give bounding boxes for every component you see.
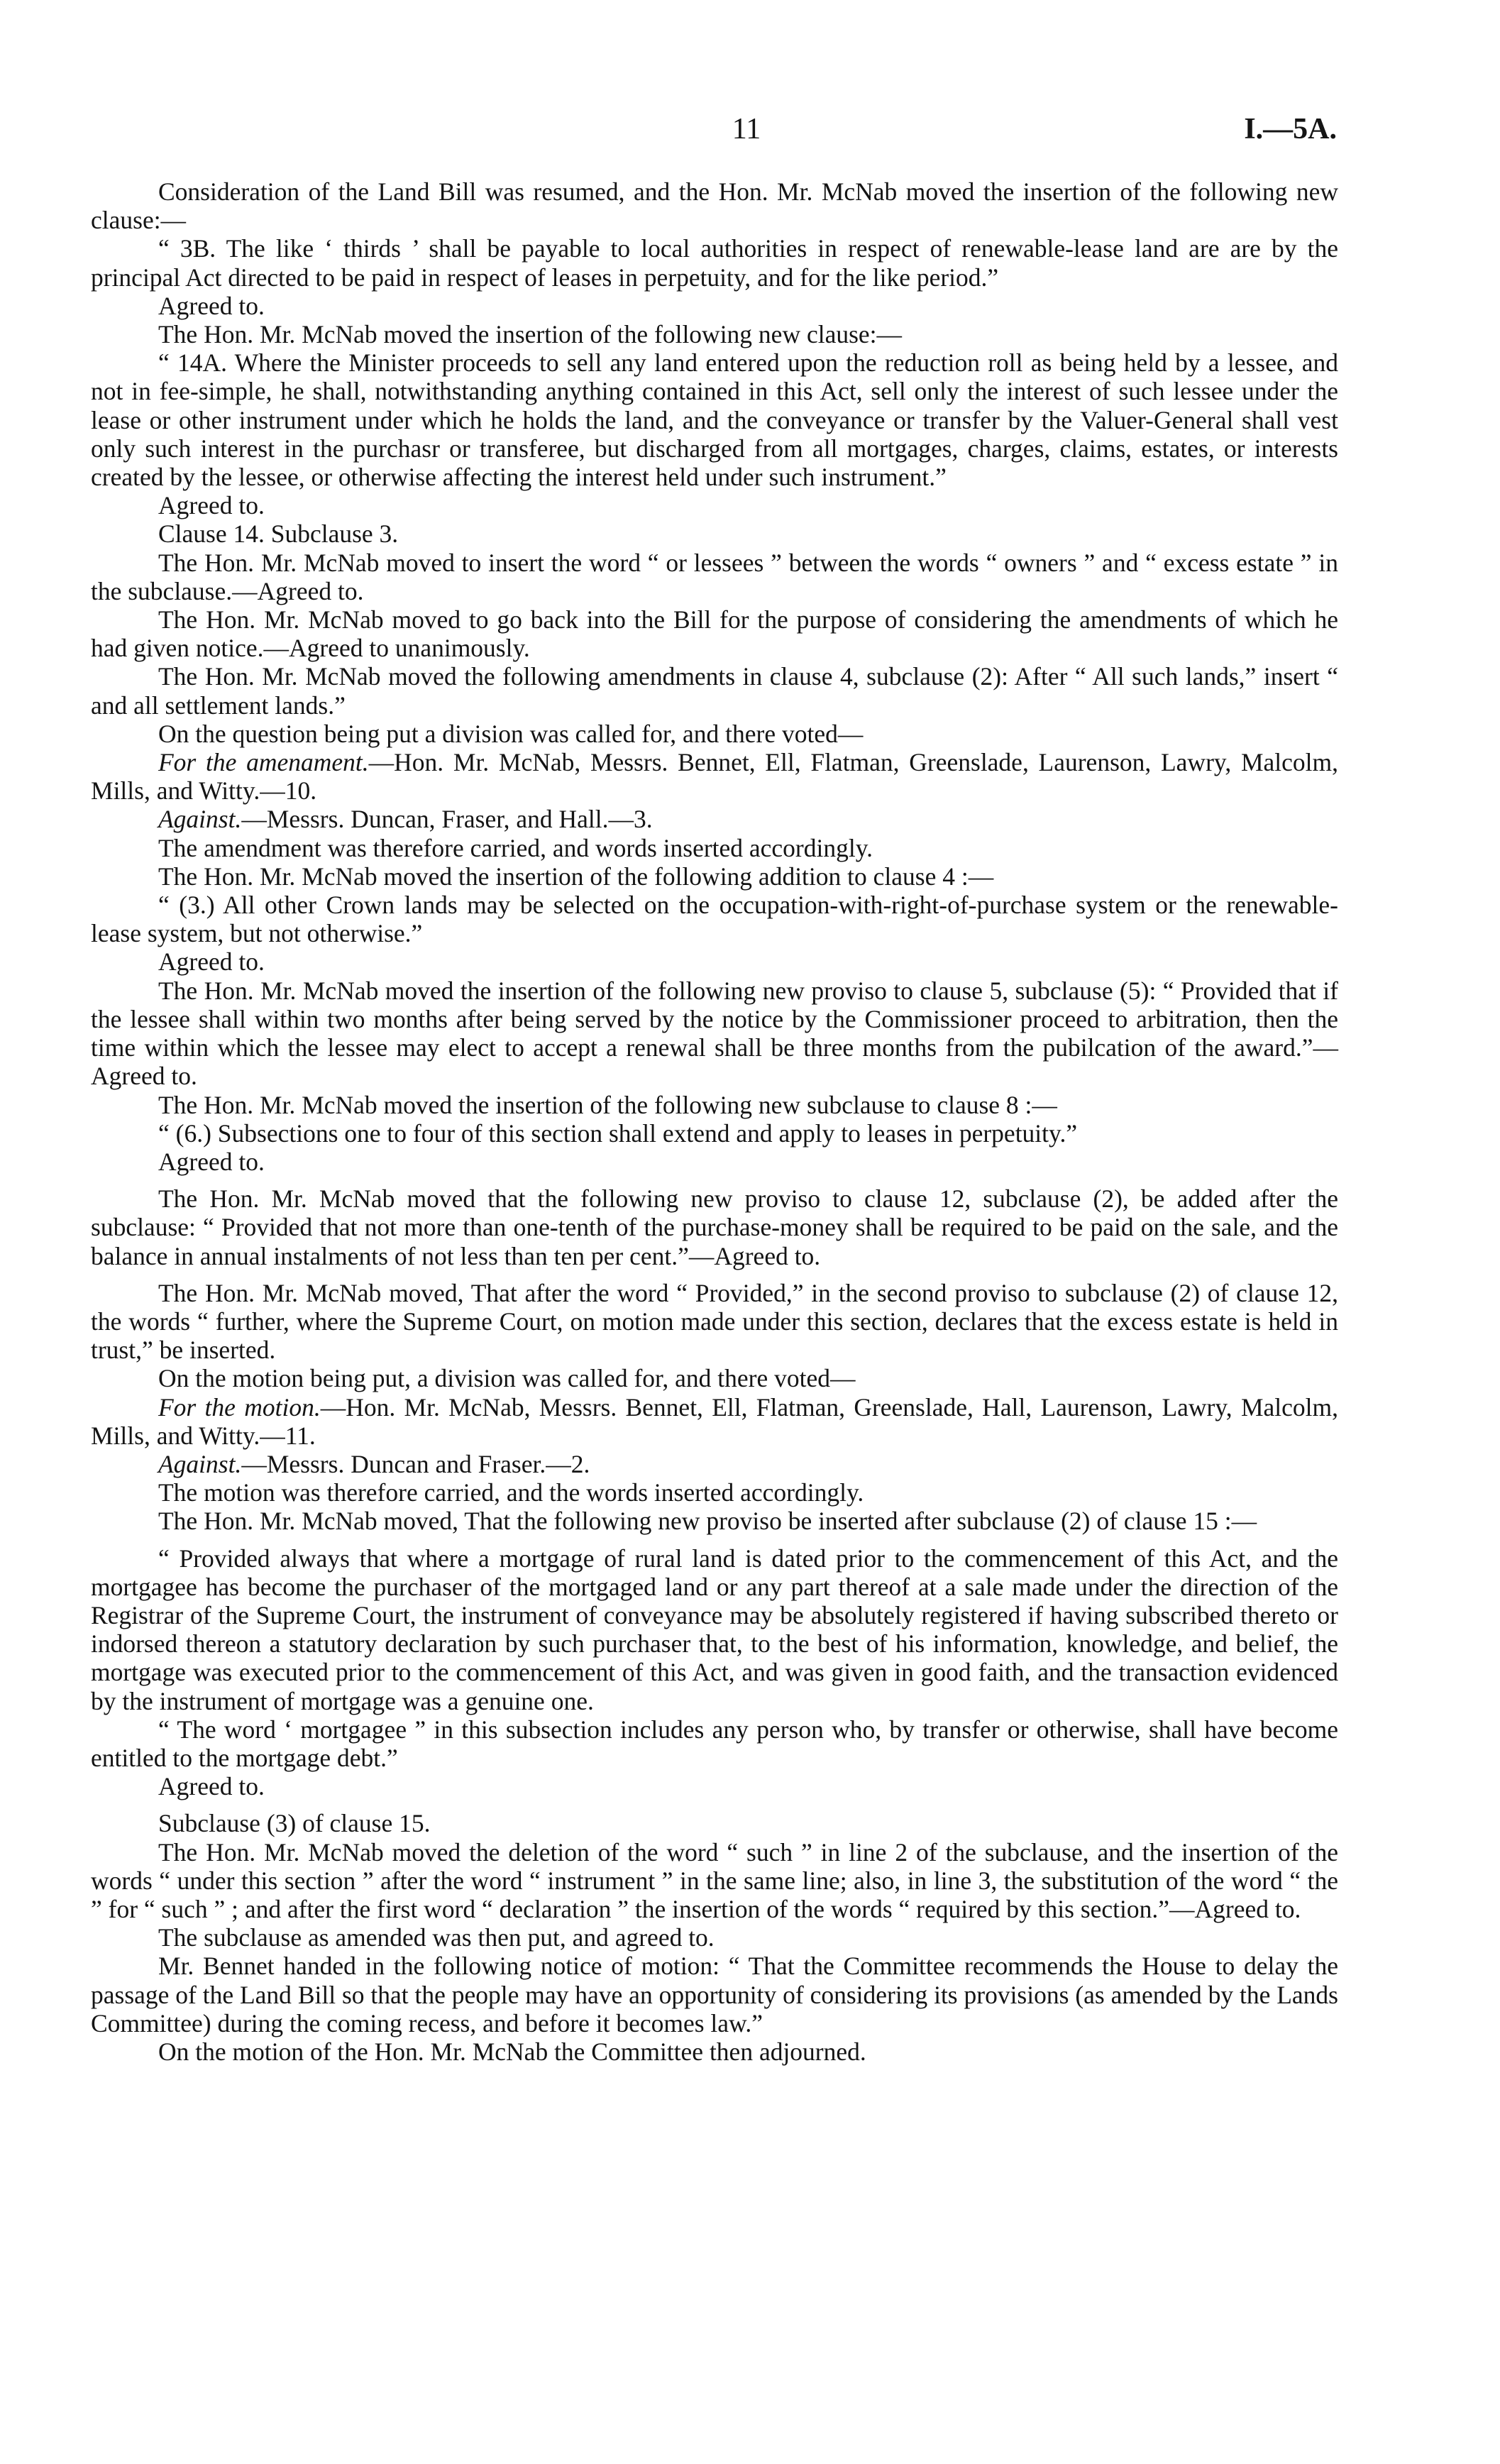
- paragraph: The Hon. Mr. McNab moved, That after the word “ Provided,” in the second proviso to subclause (2) of clause 12, the words “ further, where the Supreme Court, on motion made under this section, declares that the excess estate is held in trust,” be inserted.: [91, 1278, 1338, 1365]
- paragraph: The Hon. Mr. McNab moved to insert the word “ or lessees ” between the words “ owners ” and “ excess estate ” in the subclause.—Agreed to.: [91, 548, 1338, 605]
- document-body: [91, 177, 1338, 2066]
- page-number: 11: [732, 113, 761, 145]
- paragraph: The Hon. Mr. McNab moved the insertion of the following new proviso to clause 5, subclause (5): “ Provided that if the lessee shall within two months after being served by the notice by the Commissioner proceed to arbitration, then the time within which the lessee may elect to accept a renewal shall be three months from the pubilcation of the award.”—Agreed to.: [91, 976, 1338, 1091]
- paragraph: The Hon. Mr. McNab moved that the following new proviso to clause 12, subclause (2), be added after the subclause: “ Provided that not more than one-tenth of the purchase-money shall be required to be paid on the sale, and the balance in annual instalments of not less than ten per cent.”—Agreed to.: [91, 1184, 1338, 1270]
- paragraph: Agreed to.: [158, 291, 265, 320]
- paragraph: “ 14A. Where the Minister proceeds to sell any land entered upon the reduction roll as being held by a lessee, and not in fee-simple, he shall, notwithstanding anything contained in this Act, sell only the interest of such lessee under the lease or other instrument under which he holds the land, and the conveyance or transfer by the Valuer-General shall vest only such interest in the purchasr or transferee, but discharged from all mortgages, charges, claims, estates, or interests created by the lessee, or otherwise affecting the interest held under such instrument.”: [91, 348, 1338, 492]
- paragraph: Mr. Bennet handed in the following notice of motion: “ That the Committee recommends the House to delay the passage of the Land Bill so that the people may have an opportunity of considering its provisions (as amended by the Lands Committee) during the coming recess, and before it becomes law.”: [91, 1952, 1338, 2037]
- paper-reference: I.—5A.: [1244, 113, 1337, 145]
- paragraph: “ (3.) All other Crown lands may be selected on the occupation-with-right-of-purchase system or the renewable-lease system, but not otherwise.”: [91, 891, 1338, 948]
- paragraph: Subclause (3) of clause 15.: [158, 1809, 431, 1838]
- vote-label: For the motion.: [158, 1392, 321, 1421]
- paragraph: On the motion being put, a division was called for, and there voted—: [158, 1364, 856, 1393]
- paragraph: On the motion of the Hon. Mr. McNab the Committee then adjourned.: [158, 2037, 866, 2066]
- vote-label: Against.: [158, 805, 242, 834]
- paragraph: The motion was therefore carried, and the words inserted accordingly.: [158, 1478, 864, 1507]
- paragraph: “ 3B. The like ‘ thirds ’ shall be payable to local authorities in respect of renewable-lease land are are by the principal Act directed to be paid in respect of leases in perpetuity, and for the like period.”: [91, 234, 1338, 292]
- paragraph: The subclause as amended was then put, and agreed to.: [158, 1923, 715, 1952]
- paragraph: The amendment was therefore carried, and words inserted accordingly.: [158, 833, 873, 862]
- page-header: [156, 112, 1337, 155]
- vote-against: [91, 1450, 1338, 1478]
- paragraph: Consideration of the Land Bill was resumed, and the Hon. Mr. McNab moved the insertion of the following new clause:—: [91, 177, 1338, 235]
- paragraph: The Hon. Mr. McNab moved the insertion of the following new clause:—: [158, 320, 903, 349]
- paragraph: “ Provided always that where a mortgage of rural land is dated prior to the commencement of this Act, and the mortgagee has become the purchaser of the mortgaged land or any part thereof at a sale made under the direction of the Registrar of the Supreme Court, the instrument of conveyance may be absolutely registered if having subscribed thereto or indorsed thereon a statutory declaration by such purchaser that, to the best of his information, knowledge, and belief, the mortgage was executed prior to the commencement of this Act, and was given in good faith, and the transaction evidenced by the instrument of mortgage was a genuine one.: [91, 1544, 1338, 1715]
- paragraph: The Hon. Mr. McNab moved the insertion of the following addition to clause 4 :—: [158, 862, 994, 891]
- paragraph: Agreed to.: [158, 947, 265, 977]
- paragraph: The Hon. Mr. McNab moved the deletion of the word “ such ” in line 2 of the subclause, and the insertion of the words “ under this section ” after the word “ instrument ” in the same line; also, in line 3, the substitution of the word “ the ” for “ such ” ; and after the first word “ declaration ” the insertion of the words “ required by this section.”—Agreed to.: [91, 1837, 1338, 1923]
- paragraph: Agreed to.: [158, 491, 265, 520]
- vote-names: —Hon. Mr. McNab, Messrs. Bennet, Ell, Flatman, Greenslade, Laurenson, Lawry, Malcolm, Mills, and Witty.—10.: [91, 748, 1338, 805]
- vote-names: —Hon. Mr. McNab, Messrs. Bennet, Ell, Flatman, Greenslade, Hall, Laurenson, Lawry, Malcolm, Mills, and Witty.—11.: [91, 1392, 1339, 1450]
- paragraph: “ (6.) Subsections one to four of this section shall extend and apply to leases in perpetuity.”: [158, 1118, 1078, 1148]
- vote-for: [91, 748, 1338, 805]
- paragraph: Agreed to.: [158, 1772, 265, 1801]
- vote-for: [91, 1393, 1338, 1450]
- vote-against: [91, 805, 1338, 833]
- paragraph: The Hon. Mr. McNab moved to go back into the Bill for the purpose of considering the amendments of which he had given notice.—Agreed to unanimously.: [91, 605, 1338, 663]
- vote-label: Against.: [158, 1449, 242, 1478]
- paragraph: The Hon. Mr. McNab moved, That the following new proviso be inserted after subclause (2) of clause 15 :—: [158, 1507, 1257, 1536]
- paragraph: “ The word ‘ mortgagee ” in this subsection includes any person who, by transfer or otherwise, shall have become entitled to the mortgage debt.”: [91, 1715, 1338, 1772]
- paragraph: The Hon. Mr. McNab moved the insertion of the following new subclause to clause 8 :—: [158, 1090, 1057, 1119]
- vote-label: For the amenament.: [158, 748, 369, 777]
- vote-names: —Messrs. Duncan, Fraser, and Hall.—3.: [241, 805, 653, 834]
- paragraph: On the question being put a division was called for, and there voted—: [158, 719, 864, 748]
- vote-names: —Messrs. Duncan and Fraser.—2.: [241, 1449, 590, 1478]
- paragraph: The Hon. Mr. McNab moved the following amendments in clause 4, subclause (2): After “ All such lands,” insert “ and all settlement lands.”: [91, 662, 1338, 720]
- paragraph: Clause 14. Subclause 3.: [158, 519, 399, 549]
- paragraph: Agreed to.: [158, 1147, 265, 1176]
